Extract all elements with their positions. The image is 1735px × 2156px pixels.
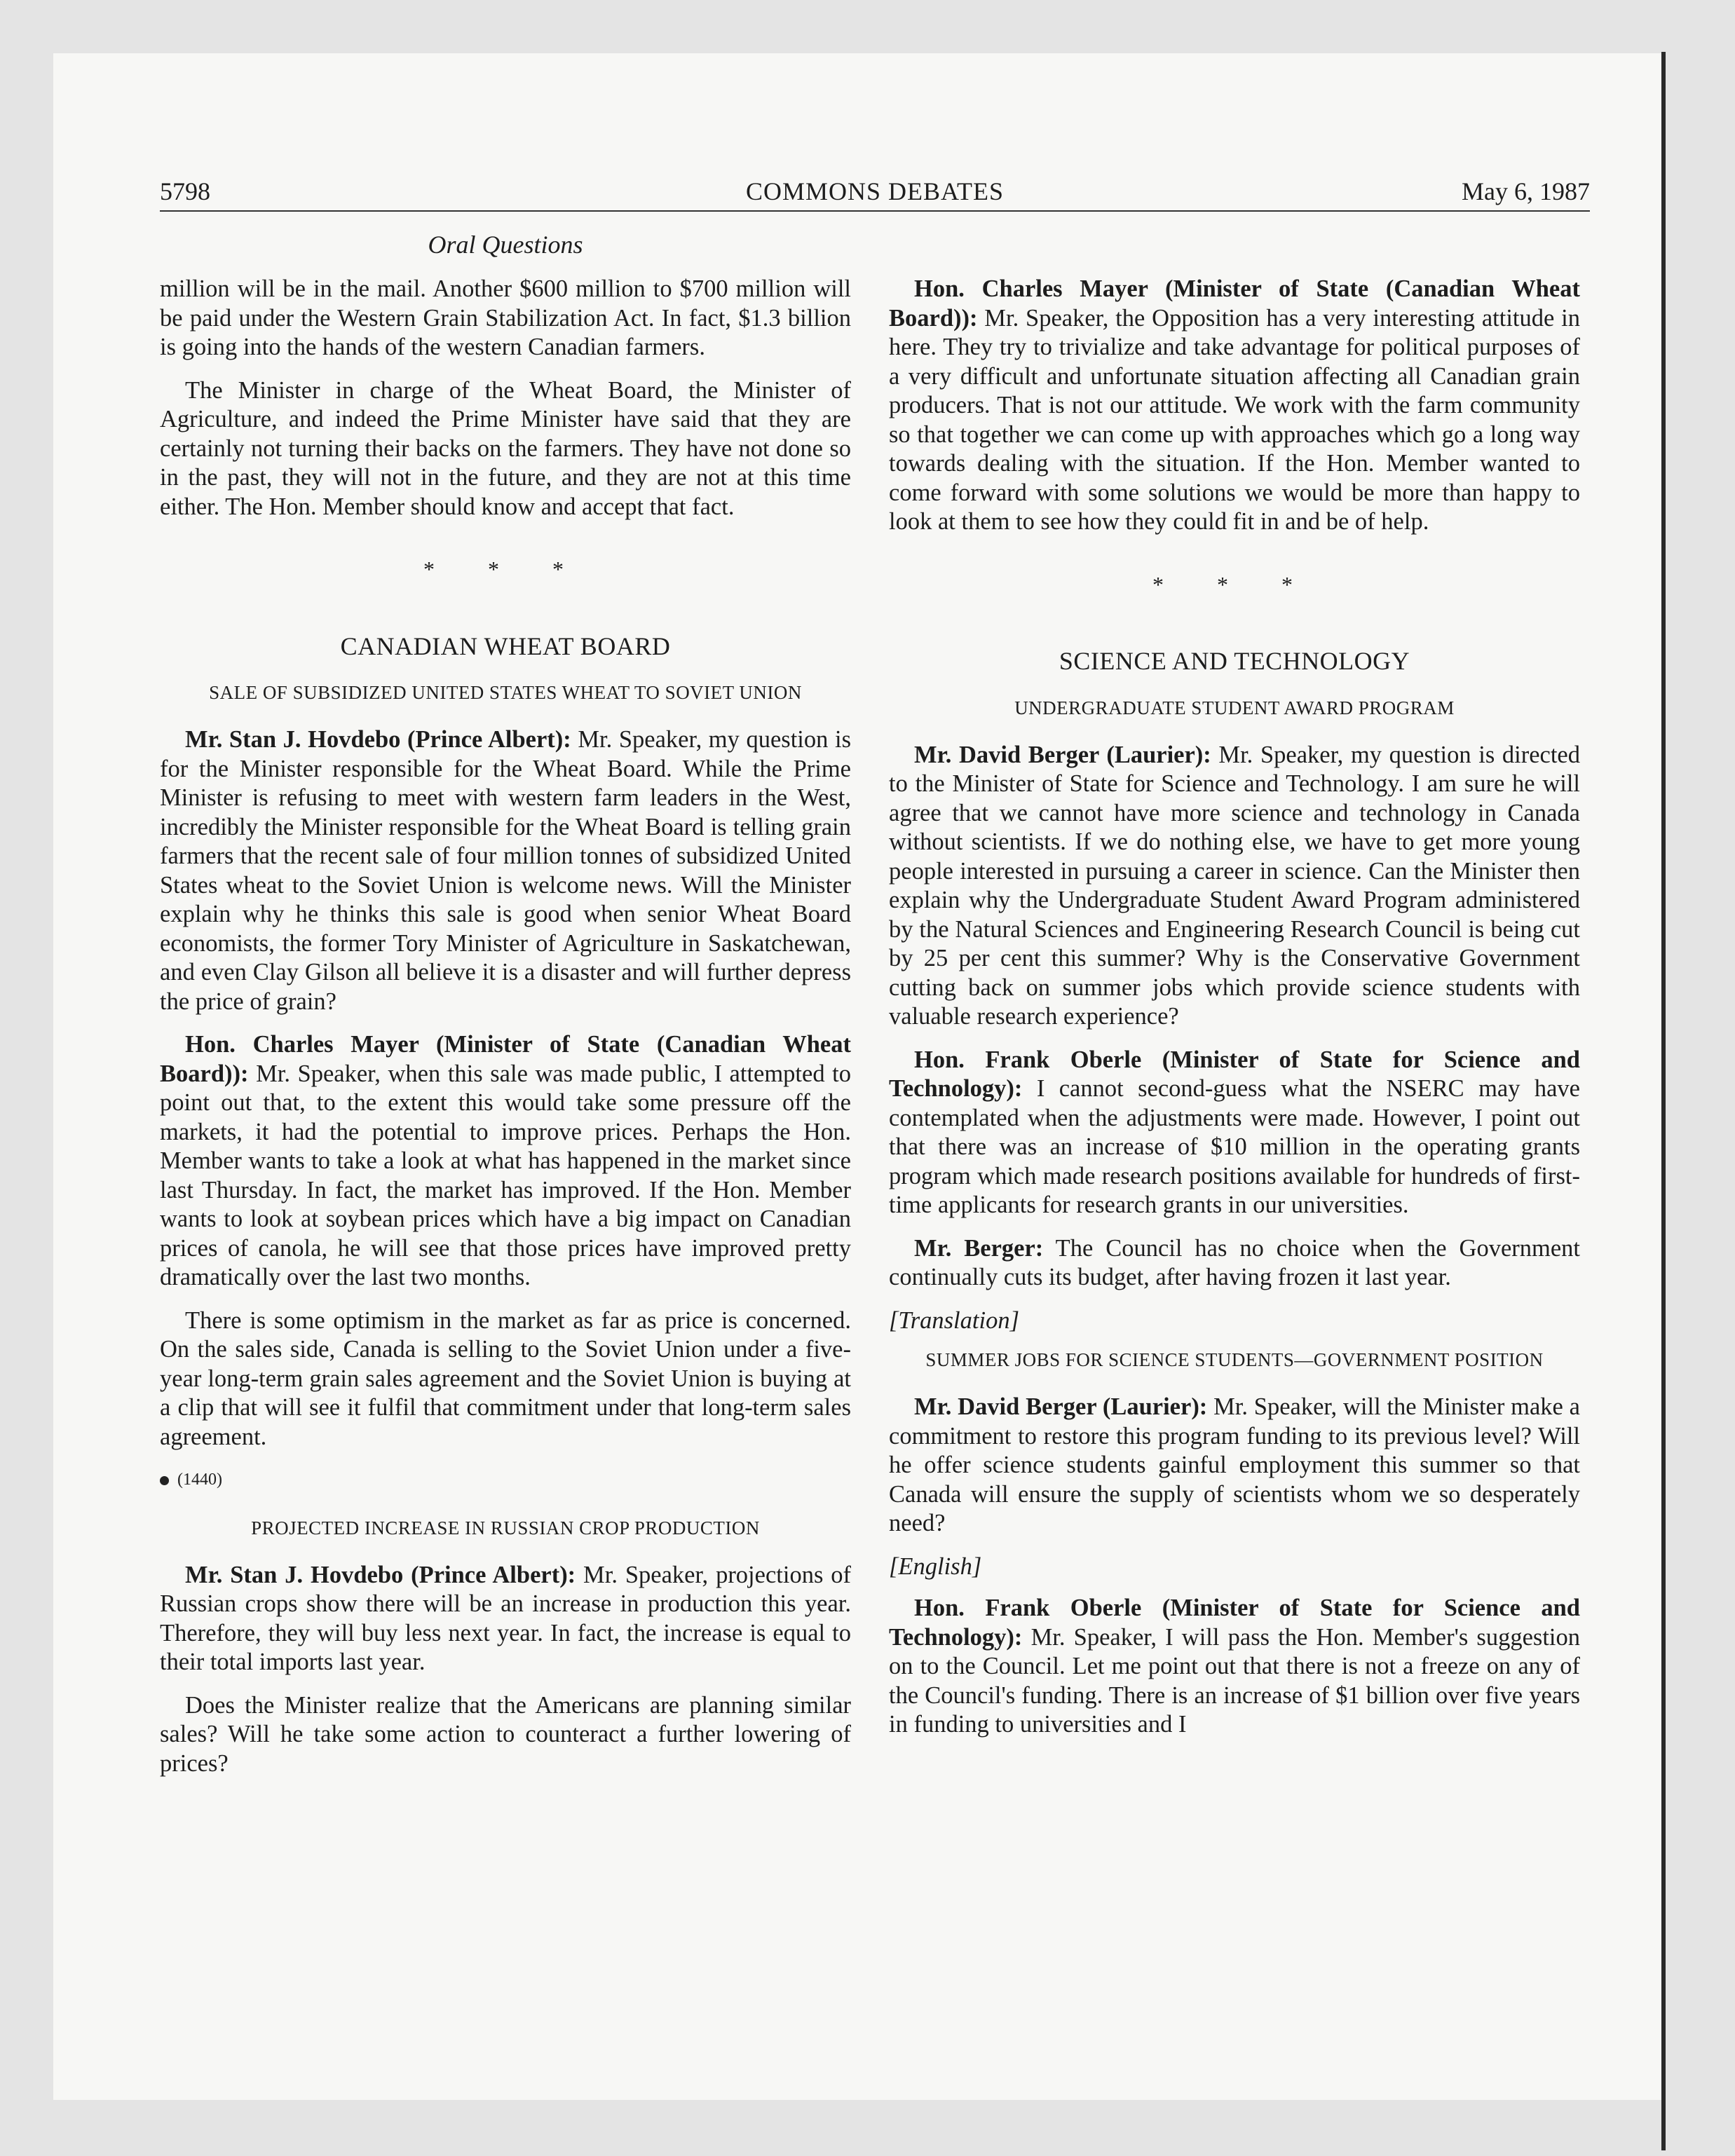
speaker-name: Mr. David Berger (Laurier): bbox=[914, 741, 1211, 768]
speech bbox=[160, 1561, 851, 1677]
speech bbox=[889, 1594, 1580, 1740]
paragraph: The Minister in charge of the Wheat Board, the Minister of Agriculture, and indeed the Prime Minister have said that they are certainly not turning their backs on the farmers. They have not done so in the past, they will not in the future, and they are not at this time either. The Hon. Member should know and accept that fact. bbox=[160, 376, 851, 520]
speaker-name: Mr. Stan J. Hovdebo (Prince Albert): bbox=[185, 726, 571, 753]
time-marker bbox=[160, 1466, 851, 1495]
speaker-name: Hon. Charles Mayer (Minister of State (Canadian Wheat Board)): bbox=[160, 1031, 851, 1087]
subsection-heading: UNDERGRADUATE STUDENT AWARD PROGRAM bbox=[1014, 697, 1455, 718]
publication-title: COMMONS DEBATES bbox=[745, 177, 1005, 205]
speech bbox=[889, 1393, 1580, 1538]
speech-text: Mr. Speaker, the Opposition has a very interesting attitude in here. They try to trivialize and take advantage for political purposes of a very difficult and unfortunate situation affecting all Canadian grain producers. That is not our attitude. We work with the farm community so that together we can come up with approaches which go a long way towards dealing with the situation. If the Hon. Member wanted to come forward with some solutions we would be more than happy to look at them to see how they could fit in and be of help. bbox=[889, 304, 1580, 535]
subsection-heading: SALE OF SUBSIDIZED UNITED STATES WHEAT TO SOVIET UNION bbox=[209, 682, 802, 703]
right-column bbox=[889, 275, 1580, 1754]
subsection-heading: SUMMER JOBS FOR SCIENCE STUDENTS—GOVERNMENT POSITION bbox=[925, 1349, 1544, 1370]
section-label: Oral Questions bbox=[428, 231, 583, 259]
speech-text: I cannot second-guess what the NSERC may have contemplated when the adjustments were made. However, I point out that there was an increase of $10 million in the operating grants program which made research positions available for hundreds of first-time applicants for research grants in our universities. bbox=[889, 1075, 1580, 1218]
section-separator: * * * bbox=[423, 557, 587, 582]
speech-text: Mr. Speaker, I will pass the Hon. Member's suggestion on to the Council. Let me point out that there is not a freeze on any of the Council's funding. There is an increase of $1 billion over five years in funding to universities and I bbox=[889, 1623, 1580, 1738]
section-separator: * * * bbox=[1152, 571, 1316, 597]
speaker-name: Hon. Frank Oberle (Minister of State for Science and Technology): bbox=[889, 1046, 1580, 1102]
paragraph: million will be in the mail. Another $600 million to $700 million will be paid under the Western Grain Stabilization Act. In fact, $1.3 billion is going into the hands of the western Canadian farmers. bbox=[160, 275, 851, 360]
speech bbox=[160, 1030, 851, 1292]
speech-text: Mr. Speaker, will the Minister make a commitment to restore this program funding to its previous level? Will he offer science students gainful employment this summer so that Canada will ensure the supply of scientists whom we so desperately need? bbox=[889, 1393, 1580, 1536]
bullet-icon bbox=[160, 1476, 169, 1485]
speech-text: Mr. Speaker, my question is directed to the Minister of State for Science and Technology. I am sure he will agree that we cannot have more science and technology in Canada without scientists. If we do nothing else, we have to get more young people interested in pursuing a career in science. Can the Minister then explain why the Undergraduate Student Award Program administered by the Natural Sciences and Engineering Research Council is being cut by 25 per cent this summer? Why is the Conservative Government cutting back on summer jobs which provide science students with valuable research experience? bbox=[889, 741, 1580, 1030]
subsection-heading: PROJECTED INCREASE IN RUSSIAN CROP PRODUCTION bbox=[251, 1517, 760, 1538]
paragraph: Does the Minister realize that the Americans are planning similar sales? Will he take some action to counteract a further lowering of prices? bbox=[160, 1691, 851, 1777]
publication-date: May 6, 1987 bbox=[1462, 177, 1590, 205]
speech-text: Mr. Speaker, my question is for the Minister responsible for the Wheat Board. While the Prime Minister is refusing to meet with western farm leaders in the West, incredibly the Minister responsible for the Wheat Board is telling grain farmers that the recent sale of four million tonnes of subsidized United States wheat to the Soviet Union is welcome news. Will the Minister explain why he thinks this sale is good when senior Wheat Board economists, the former Tory Minister of Agriculture in Saskatchewan, and even Clay Gilson all believe it is a disaster and will further depress the price of grain? bbox=[160, 726, 851, 1015]
speech-text: Mr. Speaker, projections of Russian crops show there will be an increase in production this year. Therefore, they will buy less next year. In fact, the increase is equal to their total imports last year. bbox=[160, 1561, 851, 1675]
speaker-name: Mr. David Berger (Laurier): bbox=[914, 1393, 1208, 1420]
speech bbox=[160, 725, 851, 1016]
language-marker: [Translation] bbox=[889, 1306, 1019, 1334]
speaker-name: Mr. Berger: bbox=[914, 1234, 1044, 1262]
paragraph: There is some optimism in the market as far as price is concerned. On the sales side, Canada is selling to the Soviet Union under a five-year long-term grain sales agreement and the Soviet Union is buying at a clip that will see it fulfil that commitment under that long-term sales agreement. bbox=[160, 1306, 851, 1450]
speech bbox=[889, 1046, 1580, 1220]
speech-text: The Council has no choice when the Government continually cuts its budget, after having frozen it last year. bbox=[889, 1234, 1580, 1290]
page-number: 5798 bbox=[160, 177, 210, 205]
speaker-name: Hon. Frank Oberle (Minister of State for Science and Technology): bbox=[889, 1595, 1580, 1651]
speech bbox=[889, 741, 1580, 1032]
speaker-name: Mr. Stan J. Hovdebo (Prince Albert): bbox=[185, 1561, 576, 1588]
speech bbox=[889, 275, 1580, 537]
speech-text: Mr. Speaker, when this sale was made public, I attempted to point out that, to the extent this would take some pressure off the markets, it had the potential to improve prices. Perhaps the Hon. Member wants to take a look at what has happened in the market since last Thursday. In fact, the market has improved. If the Hon. Member wants to look at soybean prices which have a big impact on Canadian prices of canola, he will see that those prices have improved pretty dramatically over the last two months. bbox=[160, 1060, 851, 1290]
language-marker: [English] bbox=[889, 1553, 982, 1580]
speaker-name: Hon. Charles Mayer (Minister of State (Canadian Wheat Board)): bbox=[889, 275, 1580, 332]
page-header bbox=[160, 177, 1590, 212]
time-marker-text: (1440) bbox=[177, 1471, 222, 1489]
section-heading: SCIENCE AND TECHNOLOGY bbox=[1059, 647, 1410, 675]
speech bbox=[889, 1234, 1580, 1292]
section-heading: CANADIAN WHEAT BOARD bbox=[340, 632, 671, 660]
left-column bbox=[160, 275, 851, 1792]
page-edge-line bbox=[1661, 52, 1666, 2150]
